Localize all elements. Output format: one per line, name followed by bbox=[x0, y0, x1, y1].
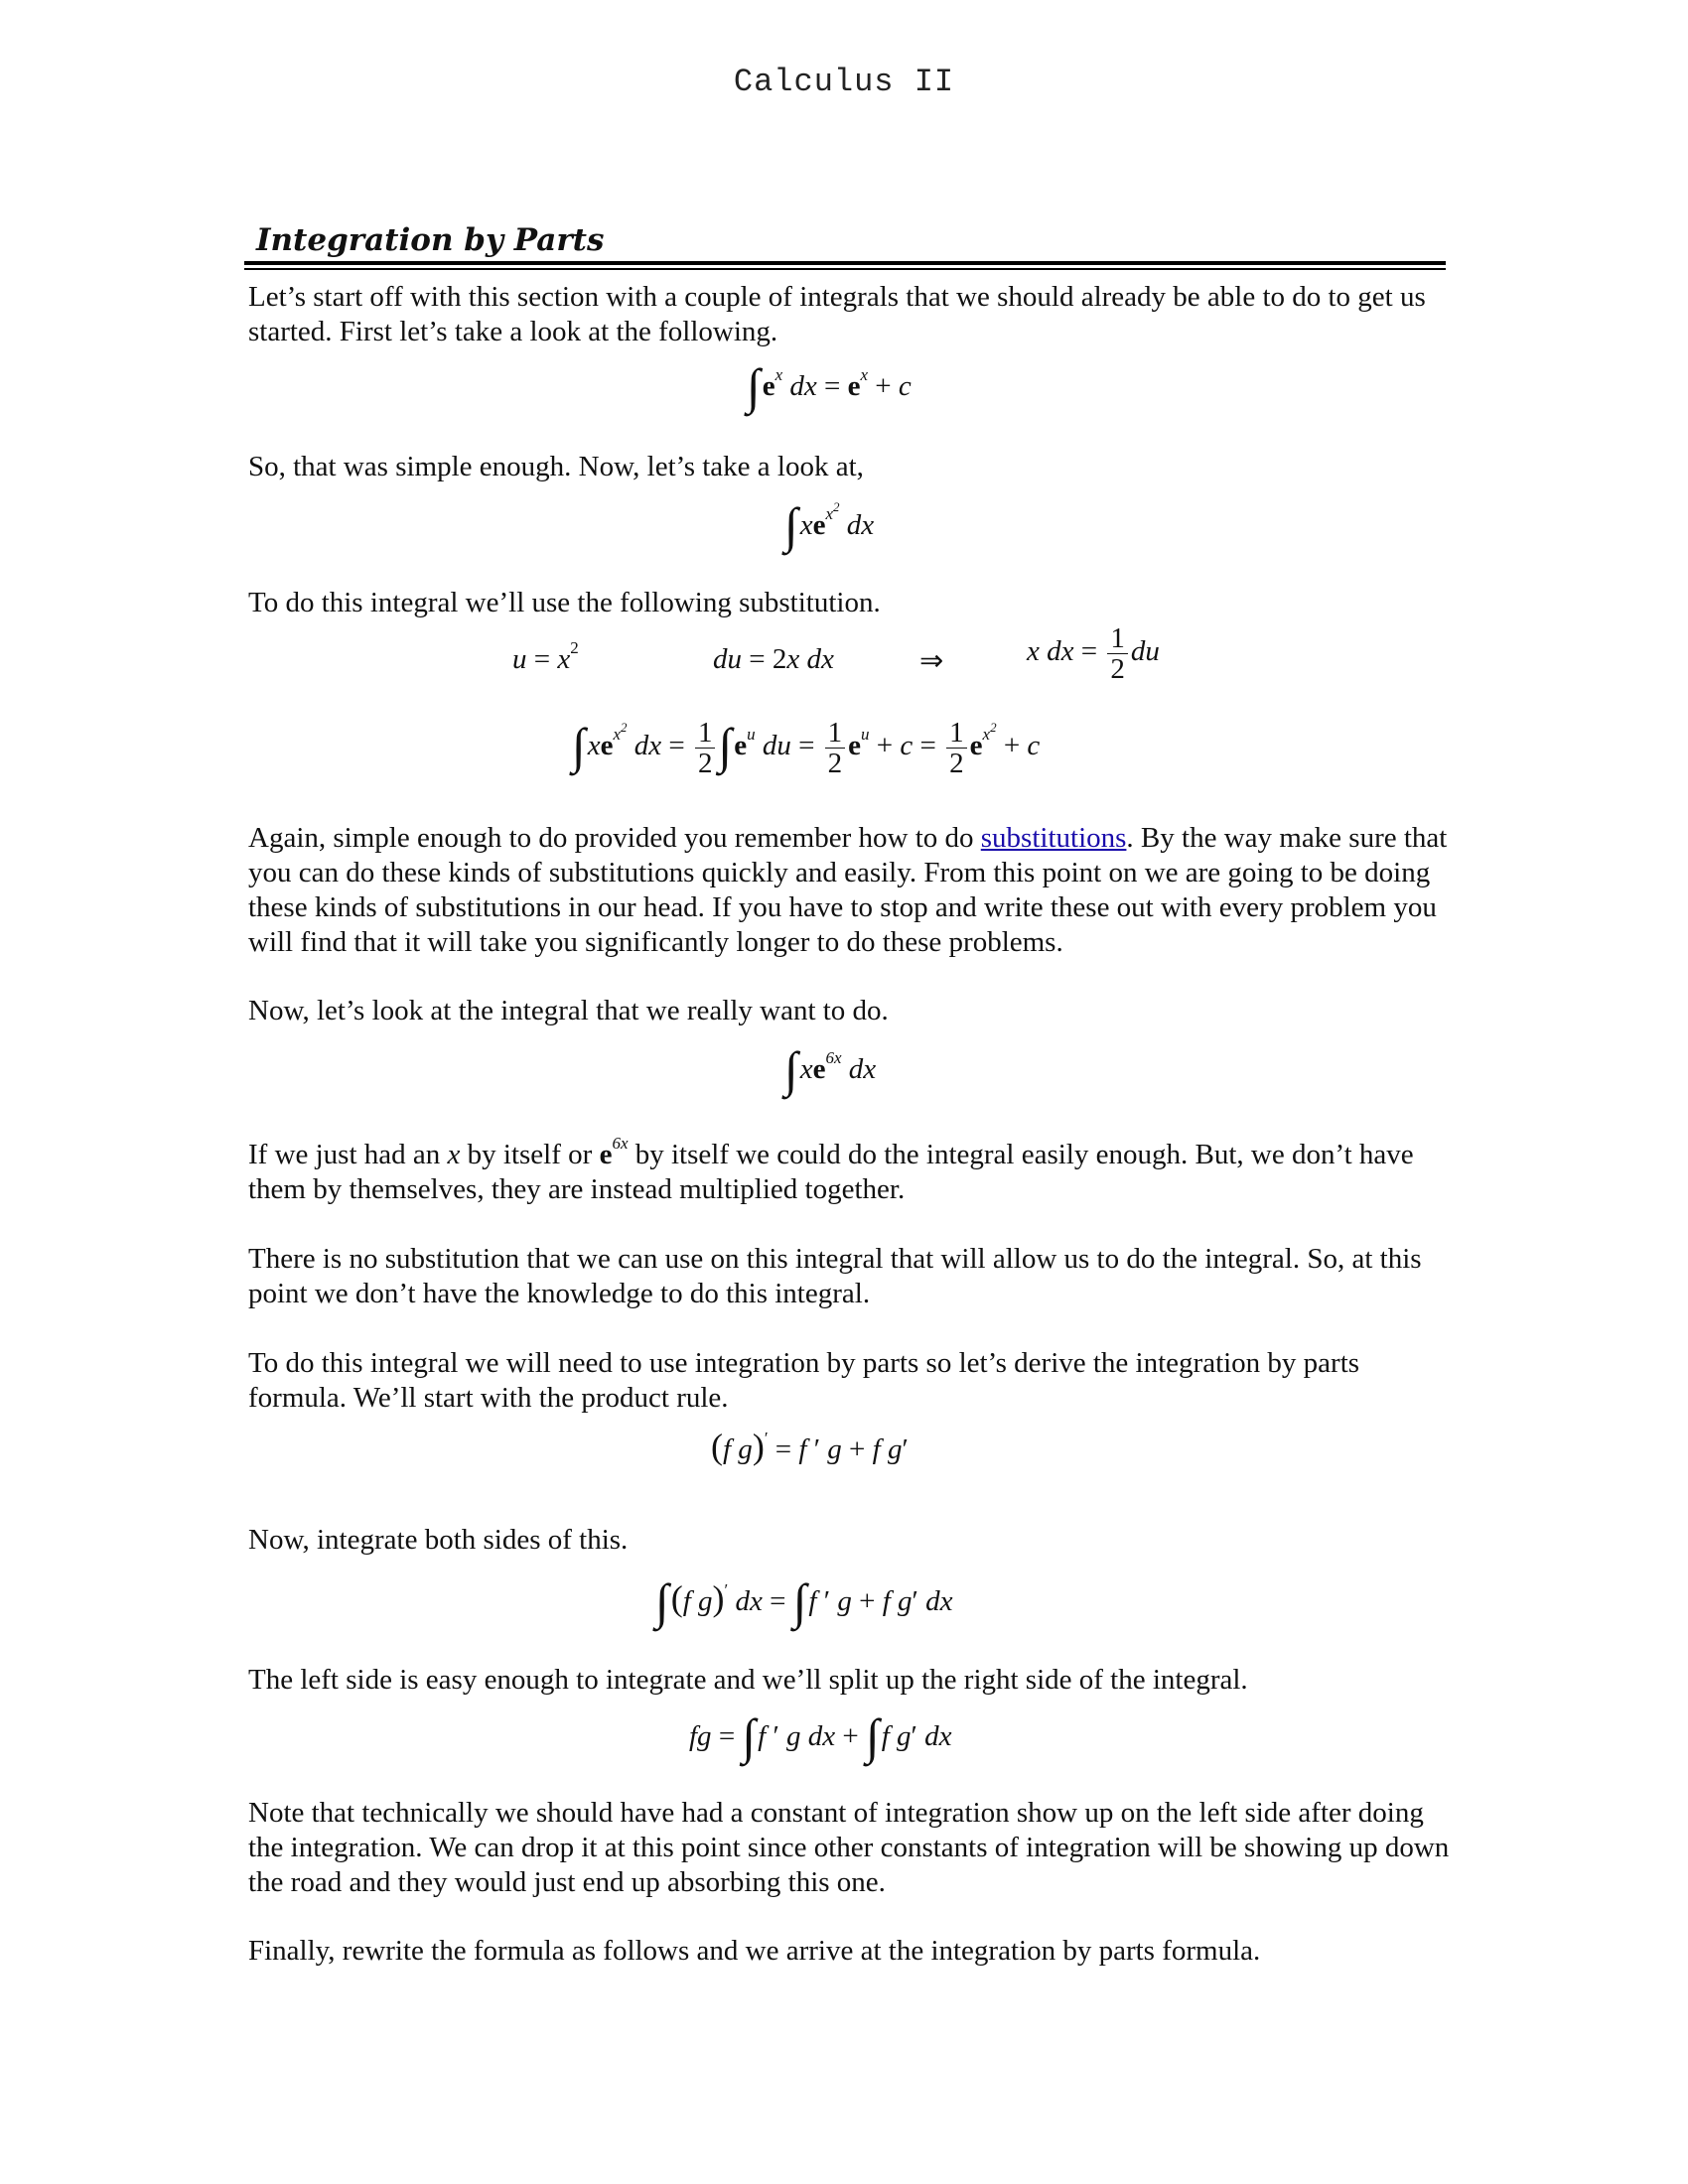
substitutions-link[interactable]: substitutions bbox=[980, 822, 1127, 854]
paragraph-again-text-2: . By the way make sure that you can do these kinds of substitutions quickly and easily. From this point on we are going to be doing these kinds of substitutions in our head. If you have to stop and write these out with every problem you will find that it will take you significantly longer to do these problems. bbox=[248, 822, 1448, 958]
equation-split: fg = ∫f ′ g dx + ∫f g′ dx bbox=[689, 1708, 952, 1764]
paragraph-again-text-1: Again, simple enough to do provided you remember how to do bbox=[248, 822, 981, 854]
paragraph-no-substitution: There is no substitution that we can use on this integral that will allow us to do the integral. So, at this point we don’t have the knowledge to do this integral. bbox=[248, 1243, 1422, 1309]
title-rule-thick bbox=[244, 261, 1446, 265]
paragraph-constant-note: Note that technically we should have had a constant of integration show up on the left side after doing the integration. We can drop it at this point since other constants of integration will be showing up down the road and they would just end up absorbing this one. bbox=[248, 1797, 1450, 1898]
implies-arrow: ⇒ bbox=[919, 645, 944, 677]
variable-x: x bbox=[447, 1139, 461, 1170]
exp-6x: $e^{6x}$ bbox=[599, 1134, 629, 1170]
paragraph-substitution: To do this integral we’ll use the following substitution. bbox=[248, 587, 881, 618]
title-rule-thin bbox=[244, 268, 1446, 270]
equation-product-rule: (f g)′ = f ′ g + f g′ bbox=[711, 1427, 909, 1466]
paragraph-by-itself-text-1: If we just had an bbox=[248, 1139, 448, 1170]
equation-u-sub: $u = x^2$ bbox=[512, 638, 579, 675]
section-title: Integration by Parts bbox=[256, 222, 605, 258]
equation-sub-result: $\int xe^{x^2}$ dx = $\frac{1}{2}$ $\int e^u$ du = $\frac{1}{2}$ $e^u + c$ = $\frac{1}{2}$ $e^{x^2} + c$ bbox=[572, 716, 1041, 779]
paragraph-by-itself-text-3: by itself we could do the integral easily enough. But, we don’t have them by themselves, they are instead multiplied together. bbox=[248, 1139, 1414, 1205]
equation-exp-integral: $\int e^x$ dx = $e^x + c$ bbox=[747, 358, 912, 414]
page-header: Calculus II bbox=[733, 64, 955, 100]
paragraph-really-want: Now, let’s look at the integral that we really want to do. bbox=[248, 995, 889, 1026]
equation-xe6x-integral: $\int xe^{6x}$ dx bbox=[784, 1041, 877, 1097]
equation-xdx: x dx = $\frac{1}{2}$ du bbox=[1027, 622, 1160, 685]
equation-integrated-product-rule: ∫(f g)′ dx = ∫f ′ g + f g′ dx bbox=[655, 1573, 953, 1629]
paragraph-intro: Let’s start off with this section with a couple of integrals that we should already be able to do to get us started. First let’s take a look at the following. bbox=[248, 281, 1426, 347]
paragraph-again bbox=[248, 821, 1450, 960]
equation-xex2-integral: $\int xe^{x^2}$ dx bbox=[784, 497, 875, 553]
paragraph-by-itself-text-2: by itself or bbox=[460, 1139, 600, 1170]
paragraph-integrate-both: Now, integrate both sides of this. bbox=[248, 1524, 629, 1556]
paragraph-by-itself bbox=[248, 1134, 1450, 1207]
paragraph-left-side: The left side is easy enough to integrate and we’ll split up the right side of the integral. bbox=[248, 1664, 1248, 1696]
equation-du: du = 2x dx bbox=[713, 643, 834, 675]
paragraph-simple: So, that was simple enough. Now, let’s take a look at, bbox=[248, 451, 864, 482]
paragraph-derive: To do this integral we will need to use integration by parts so let’s derive the integration by parts formula. We’ll start with the product rule. bbox=[248, 1347, 1360, 1414]
paragraph-finally: Finally, rewrite the formula as follows and we arrive at the integration by parts formula. bbox=[248, 1935, 1261, 1967]
